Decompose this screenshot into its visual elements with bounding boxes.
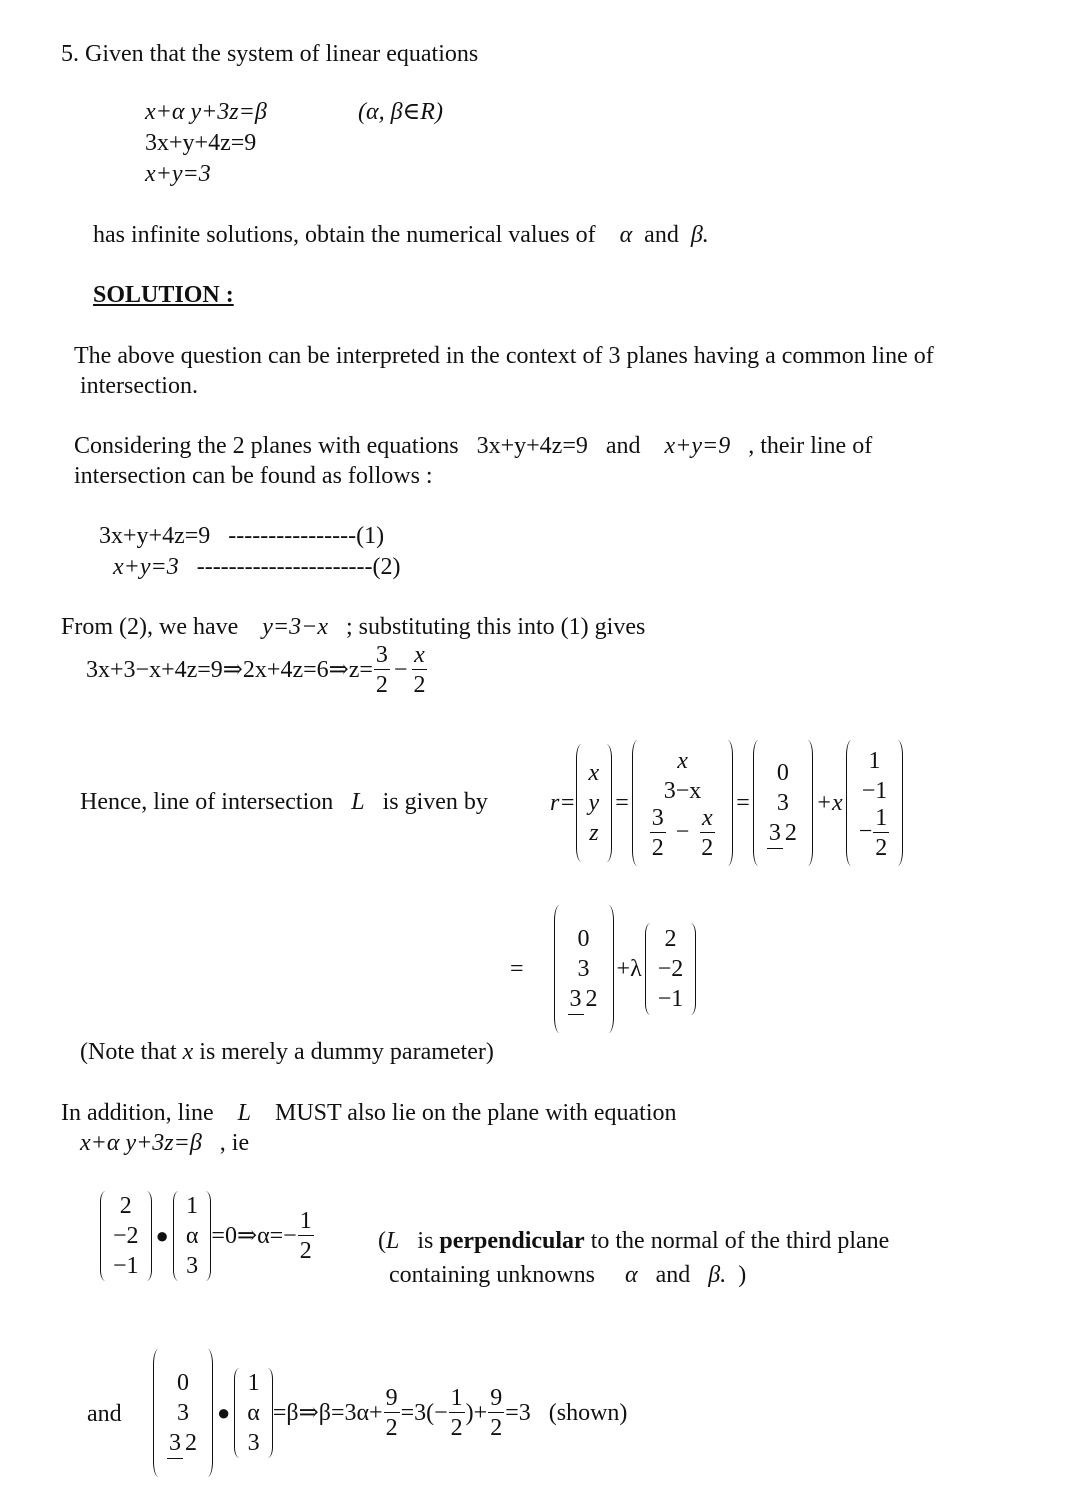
line-vector-equation: r= x y z = x 3−x $\frac{3}{2}$ − $\frac{x}{2}$ = 0 3 3 2 +x 1 −1 − $\frac{1}{2}$ — [550, 740, 903, 866]
hence-text: Hence, line of intersection L is given by — [80, 789, 488, 815]
substitution-equation: 3x+3−x+4z=9⇒2x+4z=6⇒z= $\frac{3}{2}$ − $\frac{x}{2}$ — [86, 642, 426, 698]
normal-vector: 1 α 3 — [173, 1191, 212, 1281]
vector-direction-2: 2 −2 −1 — [645, 923, 697, 1015]
paragraph-1-line-2: intersection. — [80, 373, 198, 399]
vector-xyz: x y z — [576, 744, 613, 862]
addition-text: In addition, line L MUST also lie on the plane with equation — [61, 1100, 677, 1126]
equation-2: 3x+y+4z=9 — [145, 130, 257, 156]
solution-heading: SOLUTION : — [93, 282, 234, 308]
vector-point: 0 3 3 2 — [753, 740, 813, 866]
alpha-dot-product: 2 −2 −1 ● 1 α 3 =0⇒α=− $\frac{1}{2}$ — [100, 1190, 315, 1282]
question-prompt: has infinite solutions, obtain the numerical values of α and β. — [93, 222, 709, 248]
substitution-text: From (2), we have y=3−x ; substituting this into (1) gives — [61, 614, 646, 640]
addition-equation: x+α y+3z=β , ie — [80, 1130, 250, 1156]
parameter-domain: (α, β∈R) — [358, 99, 443, 125]
line-vector-lambda: = 0 3 3 2 +λ 2 −2 −1 — [510, 904, 696, 1034]
last-and: and — [87, 1401, 122, 1427]
beta-dot-product: 0 3 3 2 ● 1 α 3 =β⇒β=3α+ $\frac{9}{2}$ =3(− $\frac{1}{2}$ )+ $\frac{9}{2}$ =3 (shown) — [153, 1348, 627, 1478]
equation-1: x+α y+3z=β — [145, 99, 267, 125]
perpendicular-remark-line-2: containing unknowns α and β. ) — [389, 1262, 747, 1288]
note-text: (Note that x is merely a dummy parameter) — [80, 1039, 494, 1065]
system-eq-1: 3x+y+4z=9 ----------------(1) — [99, 523, 385, 549]
question-intro: 5. Given that the system of linear equations — [61, 41, 479, 67]
paragraph-2-line-2: intersection can be found as follows : — [74, 463, 433, 489]
vector-parametric: x 3−x $\frac{3}{2}$ − $\frac{x}{2}$ — [632, 740, 734, 866]
point-vector-final: 0 3 3 2 — [153, 1349, 213, 1477]
perpendicular-remark-line-1: (L is perpendicular to the normal of the third plane — [378, 1228, 890, 1254]
vector-point-2: 0 3 3 2 — [554, 905, 614, 1033]
paragraph-1-line-1: The above question can be interpreted in the context of 3 planes having a common line of — [74, 343, 934, 369]
system-eq-2: x+y=3 ----------------------(2) — [113, 554, 401, 580]
direction-vector: 2 −2 −1 — [100, 1191, 152, 1281]
vector-direction: 1 −1 − $\frac{1}{2}$ — [846, 740, 904, 866]
paragraph-2-line-1: Considering the 2 planes with equations 3x+y+4z=9 and x+y=9 , their line of — [74, 433, 873, 459]
normal-vector-final: 1 α 3 — [234, 1368, 273, 1458]
equation-3: x+y=3 — [145, 161, 211, 187]
